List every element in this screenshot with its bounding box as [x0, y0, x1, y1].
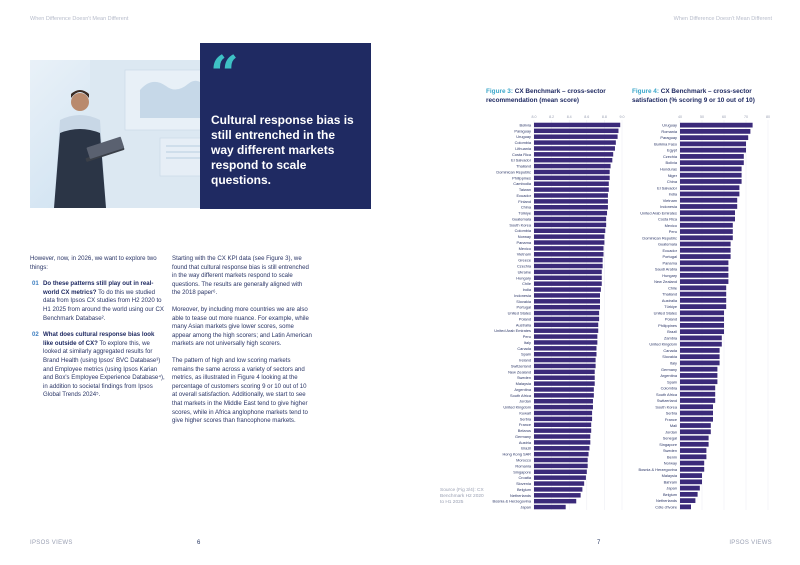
bar — [680, 304, 726, 309]
category-label: Thailand — [662, 291, 677, 297]
category-label: Colombia — [514, 228, 531, 234]
category-label: United States — [653, 310, 677, 316]
category-label: Finland — [518, 198, 531, 204]
category-label: Sweden — [516, 375, 531, 381]
tick-label: 50 — [700, 115, 704, 119]
category-label: Bosnia & Herzegovina — [638, 466, 677, 472]
bar — [680, 242, 731, 247]
category-label: Türkiye — [518, 210, 531, 216]
bar — [534, 475, 586, 479]
category-label: Vietnam — [662, 197, 677, 203]
bar — [534, 358, 596, 362]
category-label: Chile — [522, 281, 531, 287]
category-label: Slovakia — [662, 354, 677, 360]
category-label: Switzerland — [656, 398, 677, 404]
tick-label: 8.4 — [566, 115, 572, 119]
category-label: Bolivia — [665, 160, 677, 166]
category-label: Sweden — [662, 448, 677, 454]
category-label: Croatia — [518, 475, 531, 481]
category-label: Philippines — [658, 322, 677, 328]
category-label: Colombia — [514, 140, 531, 146]
bar — [534, 323, 598, 327]
category-label: Paraguay — [514, 128, 531, 134]
category-label: Peru — [522, 334, 531, 340]
bar — [680, 142, 746, 147]
bar — [680, 448, 706, 453]
category-label: Poland — [518, 316, 531, 322]
bar — [680, 336, 722, 341]
bar — [534, 158, 612, 162]
category-label: Bolivia — [519, 122, 531, 128]
bar — [534, 299, 600, 303]
figure-3-caption: CX Benchmark – cross-sector recommendation (mean score) — [486, 88, 606, 104]
category-label: India — [522, 287, 531, 293]
category-label: Senegal — [662, 435, 677, 441]
bar — [534, 146, 615, 150]
bar — [680, 342, 722, 347]
category-label: Türkiye — [664, 304, 677, 310]
bar — [534, 264, 603, 268]
body-column-1 — [30, 255, 165, 408]
bar — [680, 317, 724, 322]
bar — [680, 392, 715, 397]
category-label: Colombia — [660, 385, 677, 391]
category-label: Slovakia — [516, 298, 531, 304]
bar — [680, 235, 733, 240]
category-label: Morocco — [516, 457, 531, 463]
category-label: Vietnam — [516, 251, 531, 257]
bar — [680, 129, 750, 134]
bar — [534, 505, 566, 509]
bar — [680, 167, 742, 172]
category-label: Switzerland — [510, 363, 531, 369]
category-label: Brazil — [667, 329, 677, 335]
tick-label: 40 — [678, 115, 682, 119]
bar — [534, 405, 593, 409]
category-label: Belgium — [662, 491, 677, 497]
bar — [680, 417, 713, 422]
category-label: France — [518, 422, 531, 428]
bar — [534, 211, 607, 215]
category-label: United States — [507, 310, 531, 316]
category-label: Guatemala — [657, 241, 677, 247]
bar — [680, 486, 700, 491]
bar — [680, 467, 704, 472]
bar — [534, 381, 595, 385]
category-label: South Korea — [655, 404, 677, 410]
bar — [680, 229, 733, 234]
bar — [680, 292, 726, 297]
bar — [680, 192, 739, 197]
list-item-lead: Do these patterns still play out in real-world CX metrics? — [43, 280, 154, 296]
category-label: Singapore — [659, 441, 677, 447]
tick-label: 8.2 — [549, 115, 555, 119]
category-label: Guatemala — [511, 216, 531, 222]
category-label: Philippines — [512, 175, 531, 181]
page-number-right: 7 — [597, 540, 601, 546]
category-label: Netherlands — [510, 492, 531, 498]
bar — [534, 270, 602, 274]
category-label: India — [668, 191, 677, 197]
category-label: Czechia — [516, 263, 531, 269]
category-label: Australia — [515, 322, 531, 328]
bar — [534, 287, 601, 291]
bar — [534, 387, 594, 391]
category-label: Argentina — [660, 373, 677, 379]
bar — [534, 281, 602, 285]
category-label: Czechia — [662, 153, 677, 159]
category-label: Zambia — [664, 335, 677, 341]
bar — [680, 248, 731, 253]
category-label: Argentina — [514, 386, 531, 392]
bar — [680, 454, 706, 459]
figure-4-title — [632, 88, 772, 105]
list-item-lead: What does cultural response bias look like outside of CX? — [43, 331, 155, 347]
bar — [680, 254, 731, 259]
category-label: Taiwan — [518, 187, 531, 193]
bar — [680, 373, 717, 378]
category-label: China — [666, 179, 677, 185]
category-label: Romania — [515, 463, 531, 469]
bar — [534, 375, 595, 379]
pull-quote — [200, 43, 371, 209]
bar — [534, 240, 604, 244]
bar — [680, 323, 724, 328]
bar — [534, 234, 604, 238]
tick-label: 9.0 — [619, 115, 625, 119]
bar — [680, 179, 742, 184]
bar — [534, 493, 581, 497]
bar — [534, 481, 584, 485]
bar — [534, 311, 599, 315]
category-label: Panama — [516, 239, 531, 245]
bar — [680, 504, 691, 509]
bar — [534, 428, 591, 432]
category-label: Mexico — [664, 222, 677, 228]
bar — [534, 176, 610, 180]
category-label: Dominican Republic — [642, 235, 677, 241]
bar — [534, 499, 576, 503]
tick-label: 60 — [722, 115, 726, 119]
bar — [534, 164, 611, 168]
bar — [534, 464, 588, 468]
category-label: Jordan — [519, 398, 531, 404]
bar — [680, 429, 711, 434]
bar — [680, 154, 744, 159]
bar — [680, 217, 735, 222]
intro-paragraph: However, now, in 2026, we want to explore two things: — [30, 255, 157, 271]
bar — [534, 340, 597, 344]
bar — [534, 317, 599, 321]
category-label: United Arab Emirates — [494, 328, 531, 334]
category-label: Hong Kong SAR — [502, 451, 531, 457]
bar — [534, 370, 595, 374]
bar — [534, 152, 613, 156]
bar — [534, 452, 589, 456]
bar — [534, 417, 592, 421]
bar — [680, 285, 726, 290]
bar — [680, 386, 715, 391]
bar — [680, 273, 728, 278]
category-label: Chile — [668, 285, 677, 291]
bar — [534, 393, 594, 397]
bar — [680, 223, 733, 228]
category-label: Niger — [667, 172, 677, 178]
category-label: Portugal — [662, 254, 677, 260]
category-label: Canada — [663, 347, 677, 353]
list-item-01 — [30, 280, 165, 323]
bar — [534, 181, 609, 185]
bar — [680, 354, 720, 359]
source-note: Source (Fig 3/4): CX Benchmark H2 2020 to H1 2025 — [440, 488, 484, 505]
bar — [534, 293, 600, 297]
body-column-2 — [172, 255, 312, 434]
category-label: France — [664, 416, 677, 422]
bar — [534, 346, 596, 350]
bar — [534, 223, 606, 227]
category-label: Hungary — [516, 275, 531, 281]
list-item-text: To do this we studied data from Ipsos CX studies from H2 2020 to H1 2025 from around the world using our CX Benchmark Database². — [43, 288, 164, 322]
bar — [680, 361, 720, 366]
bar — [534, 205, 608, 209]
category-label: South Africa — [656, 391, 677, 397]
figure-4-chart — [632, 112, 772, 520]
bar — [680, 123, 753, 128]
category-label: Ecuador — [662, 247, 677, 253]
bar — [680, 267, 728, 272]
category-label: Norway — [663, 460, 677, 466]
figure-3-number: Figure 3: — [486, 88, 513, 95]
paragraph: Moreover, by including more countries we are also able to tease out more nuance. For example, while many Asian markets give lower scores, some appear among the high scorers; and Latin American markets are not universally high scorers. — [172, 305, 312, 348]
category-label: South Africa — [510, 392, 531, 398]
category-label: Bahrain — [663, 479, 677, 485]
bar — [534, 352, 596, 356]
bar — [680, 185, 739, 190]
tick-label: 8.6 — [584, 115, 590, 119]
running-title-left: When Difference Doesn't Mean Different — [30, 16, 129, 22]
category-label: New Zealand — [508, 369, 531, 375]
bar — [680, 473, 702, 478]
category-label: Panama — [662, 260, 677, 266]
figure-3-chart — [486, 112, 626, 520]
category-label: Brazil — [521, 445, 531, 451]
category-label: Portugal — [516, 304, 531, 310]
category-label: Singapore — [513, 469, 531, 475]
bar — [680, 204, 737, 209]
bar — [534, 134, 618, 138]
bar — [680, 461, 704, 466]
bar — [680, 173, 742, 178]
figure-4-caption: CX Benchmark – cross-sector satisfaction (% scoring 9 or 10 out of 10) — [632, 88, 755, 104]
bar — [534, 487, 582, 491]
category-label: Costa Rica — [511, 151, 531, 157]
category-label: Malaysia — [515, 381, 531, 387]
category-label: Honduras — [660, 166, 677, 172]
category-label: Greece — [518, 257, 531, 263]
category-label: Indonesia — [660, 204, 677, 210]
category-label: Malaysia — [661, 473, 677, 479]
category-label: Mexico — [518, 245, 531, 251]
bar — [680, 160, 744, 165]
category-label: United Kingdom — [503, 404, 531, 410]
bar — [534, 399, 593, 403]
category-label: Dominican Republic — [496, 169, 531, 175]
bar — [534, 246, 604, 250]
category-label: Indonesia — [514, 292, 531, 298]
category-label: Serbia — [665, 410, 677, 416]
bar — [534, 258, 603, 262]
bar — [680, 479, 702, 484]
list-number: 01 — [32, 280, 39, 288]
category-label: El Salvador — [511, 157, 531, 163]
bar — [680, 442, 709, 447]
bar — [680, 279, 728, 284]
bar — [534, 193, 608, 197]
bar — [680, 198, 737, 203]
bar — [534, 440, 590, 444]
category-label: Japan — [520, 504, 531, 510]
category-label: Paraguay — [660, 135, 677, 141]
bar — [534, 229, 605, 233]
category-label: Italy — [669, 360, 677, 366]
figure-3-title — [486, 88, 611, 105]
tick-label: 80 — [766, 115, 770, 119]
bar — [680, 329, 724, 334]
bar — [534, 364, 596, 368]
bar — [534, 170, 610, 174]
category-label: Ireland — [519, 357, 531, 363]
bar — [680, 310, 724, 315]
bar — [680, 423, 711, 428]
bar — [680, 498, 695, 503]
category-label: Germany — [515, 433, 531, 439]
bar — [680, 135, 748, 140]
bar — [534, 140, 616, 144]
category-label: United Kingdom — [649, 341, 677, 347]
bar — [534, 328, 598, 332]
category-label: Germany — [661, 366, 677, 372]
category-label: Spain — [521, 351, 531, 357]
page-number-left: 6 — [197, 540, 201, 546]
category-label: Mali — [669, 423, 677, 429]
bar — [534, 434, 590, 438]
bar — [534, 252, 604, 256]
bar — [680, 492, 698, 497]
figure-4-number: Figure 4: — [632, 88, 659, 95]
bar — [534, 276, 602, 280]
category-label: Canada — [517, 345, 531, 351]
category-label: Ecuador — [516, 192, 531, 198]
category-label: Uruguay — [516, 134, 531, 140]
category-label: Spain — [667, 379, 677, 385]
category-label: Bosnia & Herzegovina — [492, 498, 531, 504]
category-label: Ukraine — [517, 269, 531, 275]
bar — [534, 129, 618, 133]
bar — [680, 398, 715, 403]
bar — [680, 436, 709, 441]
running-title-right: When Difference Doesn't Mean Different — [673, 16, 772, 22]
category-label: Belarus — [517, 428, 531, 434]
bar — [534, 470, 587, 474]
bar — [680, 298, 726, 303]
category-label: Serbia — [519, 416, 531, 422]
category-label: Kuwait — [519, 410, 531, 416]
category-label: Thailand — [516, 163, 531, 169]
bar — [534, 458, 588, 462]
category-label: Côte d'Ivoire — [655, 504, 677, 510]
category-label: Burkina Faso — [654, 141, 677, 147]
category-label: El Salvador — [657, 185, 677, 191]
bar — [534, 411, 592, 415]
bar — [534, 187, 609, 191]
category-label: China — [520, 204, 531, 210]
category-label: South Korea — [509, 222, 531, 228]
bar — [680, 379, 717, 384]
tick-label: 70 — [744, 115, 748, 119]
category-label: Egypt — [667, 147, 677, 153]
footer-brand-left: IPSOS VIEWS — [30, 540, 73, 546]
category-label: New Zealand — [654, 279, 677, 285]
category-label: Austria — [518, 439, 531, 445]
category-label: Uruguay — [662, 122, 677, 128]
bar — [534, 305, 600, 309]
category-label: Cambodia — [513, 181, 531, 187]
bar — [534, 334, 597, 338]
category-label: Peru — [668, 229, 677, 235]
bar — [534, 217, 606, 221]
category-label: Romania — [661, 128, 677, 134]
category-label: Benin — [667, 454, 677, 460]
bar — [680, 404, 713, 409]
list-item-text: To explore this, we looked at similarly aggregated results for Brand Health (using Ipsos' BVC Database³) and Employee metrics (using Ipsos Karian and Box's Employee Experience Database⁴), in addition to societal findings from Ipsos Global Trends 2024⁵. — [43, 339, 165, 399]
category-label: Jordan — [665, 429, 677, 435]
bar — [680, 210, 735, 215]
tick-label: 8.0 — [531, 115, 537, 119]
category-label: Lithuania — [515, 145, 531, 151]
list-number: 02 — [32, 331, 39, 339]
list-item-02 — [30, 331, 165, 400]
category-label: Hungary — [662, 272, 677, 278]
tick-label: 8.8 — [601, 115, 607, 119]
bar — [680, 260, 728, 265]
category-label: Australia — [661, 297, 677, 303]
category-label: United Arab Emirates — [640, 210, 677, 216]
category-label: Costa Rica — [657, 216, 677, 222]
footer-brand-right: IPSOS VIEWS — [729, 540, 772, 546]
bar — [534, 199, 608, 203]
category-label: Poland — [664, 316, 677, 322]
category-label: Norway — [517, 234, 531, 240]
bar — [534, 423, 591, 427]
category-label: Slovenia — [516, 481, 531, 487]
bar — [534, 446, 589, 450]
bar — [680, 367, 717, 372]
bar — [680, 148, 746, 153]
bar — [680, 348, 720, 353]
bar — [534, 123, 620, 127]
paragraph: The pattern of high and low scoring markets remains the same across a variety of sectors and metrics, as illustrated in Figure 4 looking at the percentage of customers scoring 9 or 10 out of 10 at overall satisfaction. Additionally, we start to see that markets in the Middle East tend to give higher scores, while in Africa anglophone markets tend to give higher scores than francophone markets. — [172, 356, 308, 425]
category-label: Belgium — [516, 486, 531, 492]
quote-mark-icon: “ — [210, 44, 239, 103]
bar — [680, 411, 713, 416]
paragraph: Starting with the CX KPI data (see Figure 3), we found that cultural response bias is still entrenched in the way different markets respond to scale questions. The results are generally aligned with the 2018 paper⁶. — [172, 255, 309, 297]
category-label: Italy — [523, 339, 531, 345]
pull-quote-text: Cultural response bias is still entrenched in the way different markets respond to scale questions. — [211, 113, 354, 187]
category-label: Saudi Arabia — [654, 266, 677, 272]
category-label: Japan — [666, 485, 677, 491]
category-label: Netherlands — [656, 498, 677, 504]
